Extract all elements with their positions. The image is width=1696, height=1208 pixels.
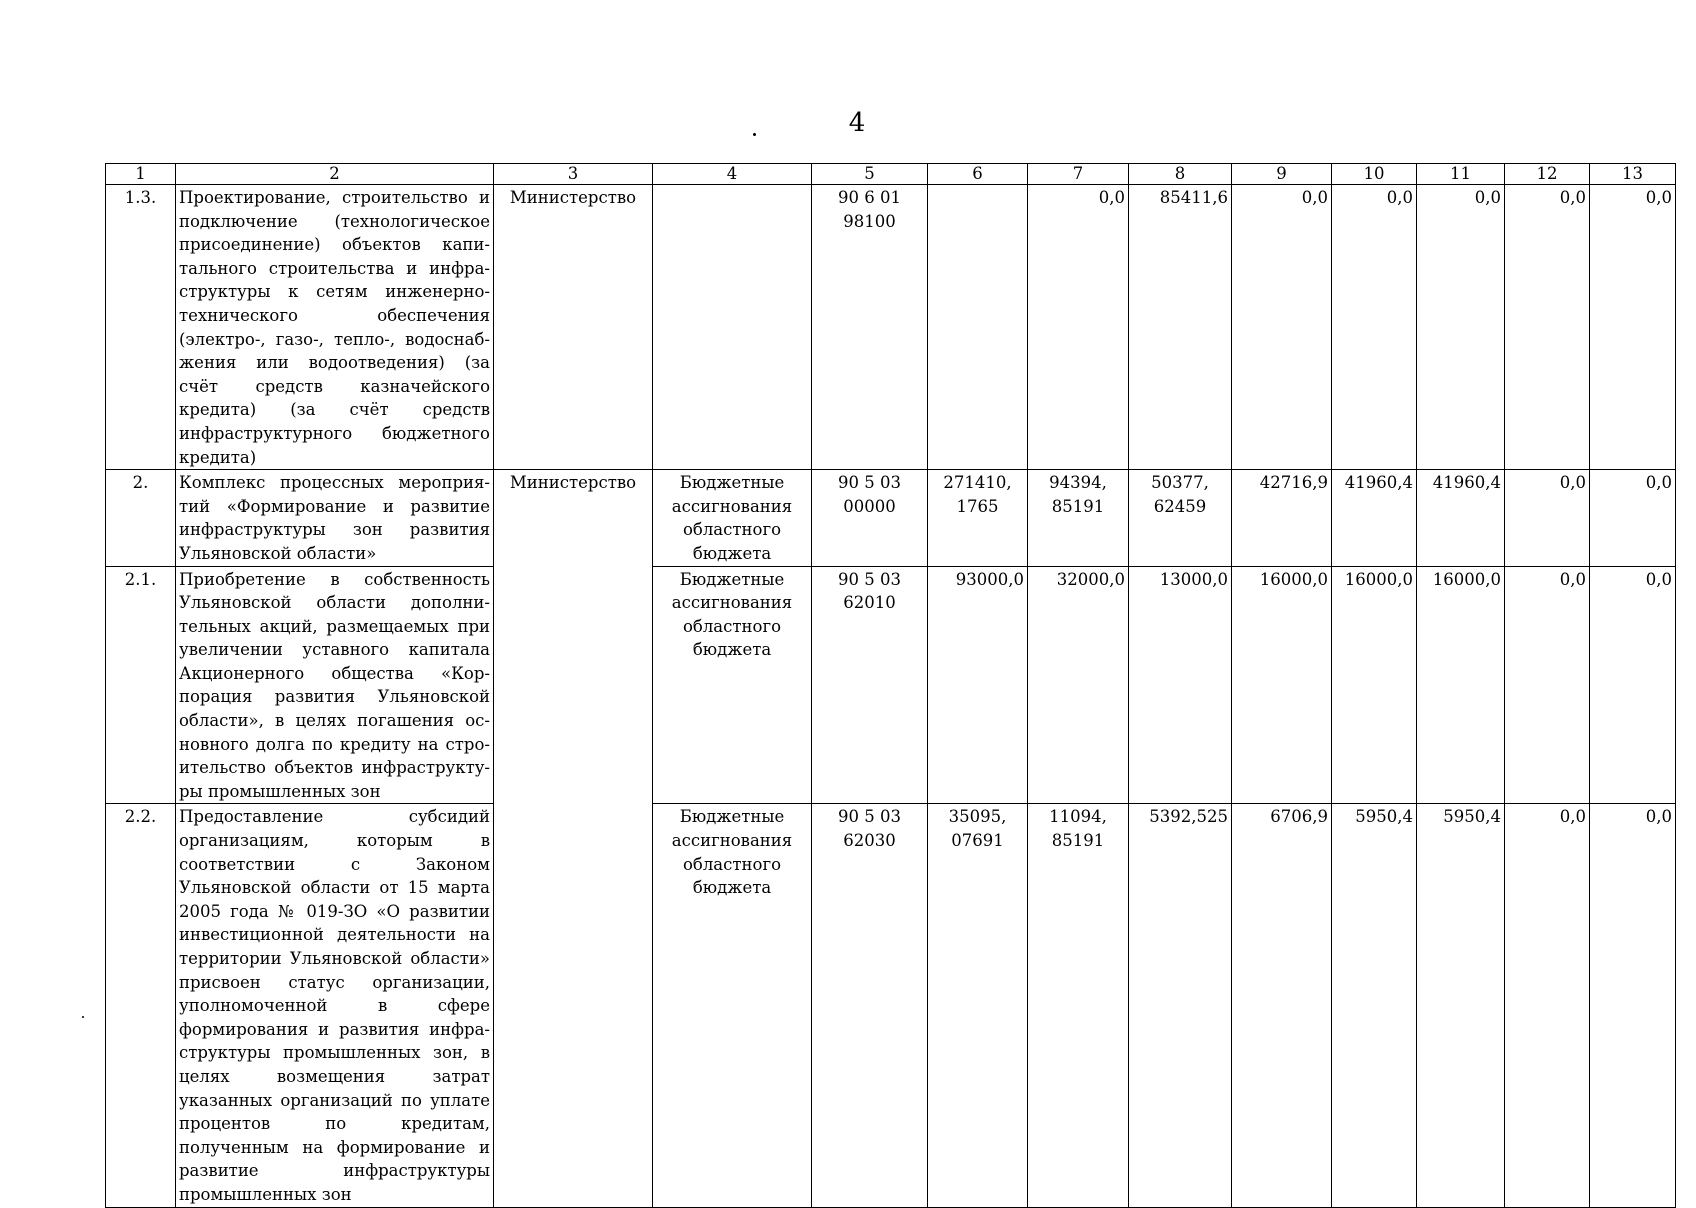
value-col-10: 16000,0 [1332, 566, 1417, 804]
table-row [106, 185, 1676, 470]
value-col-10: 5950,4 [1332, 804, 1417, 1207]
value-col-7: 94394, 85191 [1028, 470, 1129, 566]
column-header: 1 [106, 164, 176, 185]
value-col-10: 41960,4 [1332, 470, 1417, 566]
row-number: 2. [106, 470, 176, 566]
budget-code: 90 5 03 62030 [812, 804, 928, 1207]
executor: Министерство [494, 470, 653, 566]
row-number: 2.1. [106, 566, 176, 804]
row-number: 2.2. [106, 804, 176, 1207]
table-row [106, 566, 1676, 804]
column-header: 10 [1332, 164, 1417, 185]
column-header: 5 [812, 164, 928, 185]
funding-source: Бюджетные ассигнования областного бюджета [653, 470, 812, 566]
column-header: 6 [928, 164, 1028, 185]
value-col-9: 6706,9 [1232, 804, 1332, 1207]
value-col-6: 93000,0 [928, 566, 1028, 804]
value-col-6 [928, 185, 1028, 470]
value-col-12: 0,0 [1505, 566, 1590, 804]
funding-source [653, 185, 812, 470]
column-header: 12 [1505, 164, 1590, 185]
column-header: 4 [653, 164, 812, 185]
column-header: 3 [494, 164, 653, 185]
column-header: 11 [1417, 164, 1505, 185]
column-header: 7 [1028, 164, 1129, 185]
row-number: 1.3. [106, 185, 176, 470]
table-row [106, 470, 1676, 566]
scan-speck [82, 1016, 84, 1018]
value-col-9: 16000,0 [1232, 566, 1332, 804]
column-header: 9 [1232, 164, 1332, 185]
value-col-11: 16000,0 [1417, 566, 1505, 804]
measure-name: Предоставление субсидий организациям, которым в соответствии с Законом Ульяновской области от 15 марта 2005 года № 019-ЗО «О развитии инвестиционной деятельности на территории Ульяновской области» присвоен статус организации, уполномоченной в сфере формирования и развития инфраструктуры промышленных зон, в целях возмещения затрат указанных организаций по уплате процентов по кредитам, полученным на формирование и развитие инфраструктуры промышленных зон [176, 804, 494, 1207]
value-col-12: 0,0 [1505, 470, 1590, 566]
executor [494, 804, 653, 1207]
column-header: 8 [1129, 164, 1232, 185]
value-col-8: 50377, 62459 [1129, 470, 1232, 566]
value-col-10: 0,0 [1332, 185, 1417, 470]
value-col-9: 42716,9 [1232, 470, 1332, 566]
value-col-9: 0,0 [1232, 185, 1332, 470]
measure-name: Комплекс процессных мероприятий «Формирование и развитие инфраструктуры зон развития Ульяновской области» [176, 470, 494, 566]
value-col-6: 35095, 07691 [928, 804, 1028, 1207]
measure-name: Приобретение в собственность Ульяновской области дополнительных акций, размещаемых при увеличении уставного капитала Акционерного общества «Корпорация развития Ульяновской области», в целях погашения основного долга по кредиту на строительство объектов инфраструктуры промышленных зон [176, 566, 494, 804]
value-col-7: 32000,0 [1028, 566, 1129, 804]
column-number-row [106, 164, 1676, 185]
value-col-7: 11094, 85191 [1028, 804, 1129, 1207]
table-row [106, 804, 1676, 1207]
value-col-12: 0,0 [1505, 804, 1590, 1207]
funding-source: Бюджетные ассигнования областного бюджета [653, 804, 812, 1207]
budget-code: 90 5 03 00000 [812, 470, 928, 566]
column-header: 13 [1590, 164, 1676, 185]
page-number: 4 [848, 108, 866, 138]
executor [494, 566, 653, 804]
budget-code: 90 6 01 98100 [812, 185, 928, 470]
executor: Министерство [494, 185, 653, 470]
value-col-8: 5392,525 [1129, 804, 1232, 1207]
value-col-13: 0,0 [1590, 470, 1676, 566]
value-col-8: 85411,6 [1129, 185, 1232, 470]
value-col-7: 0,0 [1028, 185, 1129, 470]
scan-speck [753, 133, 756, 136]
value-col-11: 5950,4 [1417, 804, 1505, 1207]
value-col-6: 271410, 1765 [928, 470, 1028, 566]
budget-table [105, 163, 1676, 1208]
value-col-13: 0,0 [1590, 566, 1676, 804]
value-col-13: 0,0 [1590, 185, 1676, 470]
value-col-11: 0,0 [1417, 185, 1505, 470]
value-col-12: 0,0 [1505, 185, 1590, 470]
budget-code: 90 5 03 62010 [812, 566, 928, 804]
value-col-8: 13000,0 [1129, 566, 1232, 804]
funding-source: Бюджетные ассигнования областного бюджета [653, 566, 812, 804]
value-col-11: 41960,4 [1417, 470, 1505, 566]
measure-name: Проектирование, строительство и подключение (технологическое присоединение) объектов капитального строительства и инфраструктуры к сетям инженерно-технического обеспечения (электро-, газо-, тепло-, водоснабжения или водоотведения) (за счёт средств казначейского кредита) (за счёт средств инфраструктурного бюджетного кредита) [176, 185, 494, 470]
value-col-13: 0,0 [1590, 804, 1676, 1207]
column-header: 2 [176, 164, 494, 185]
